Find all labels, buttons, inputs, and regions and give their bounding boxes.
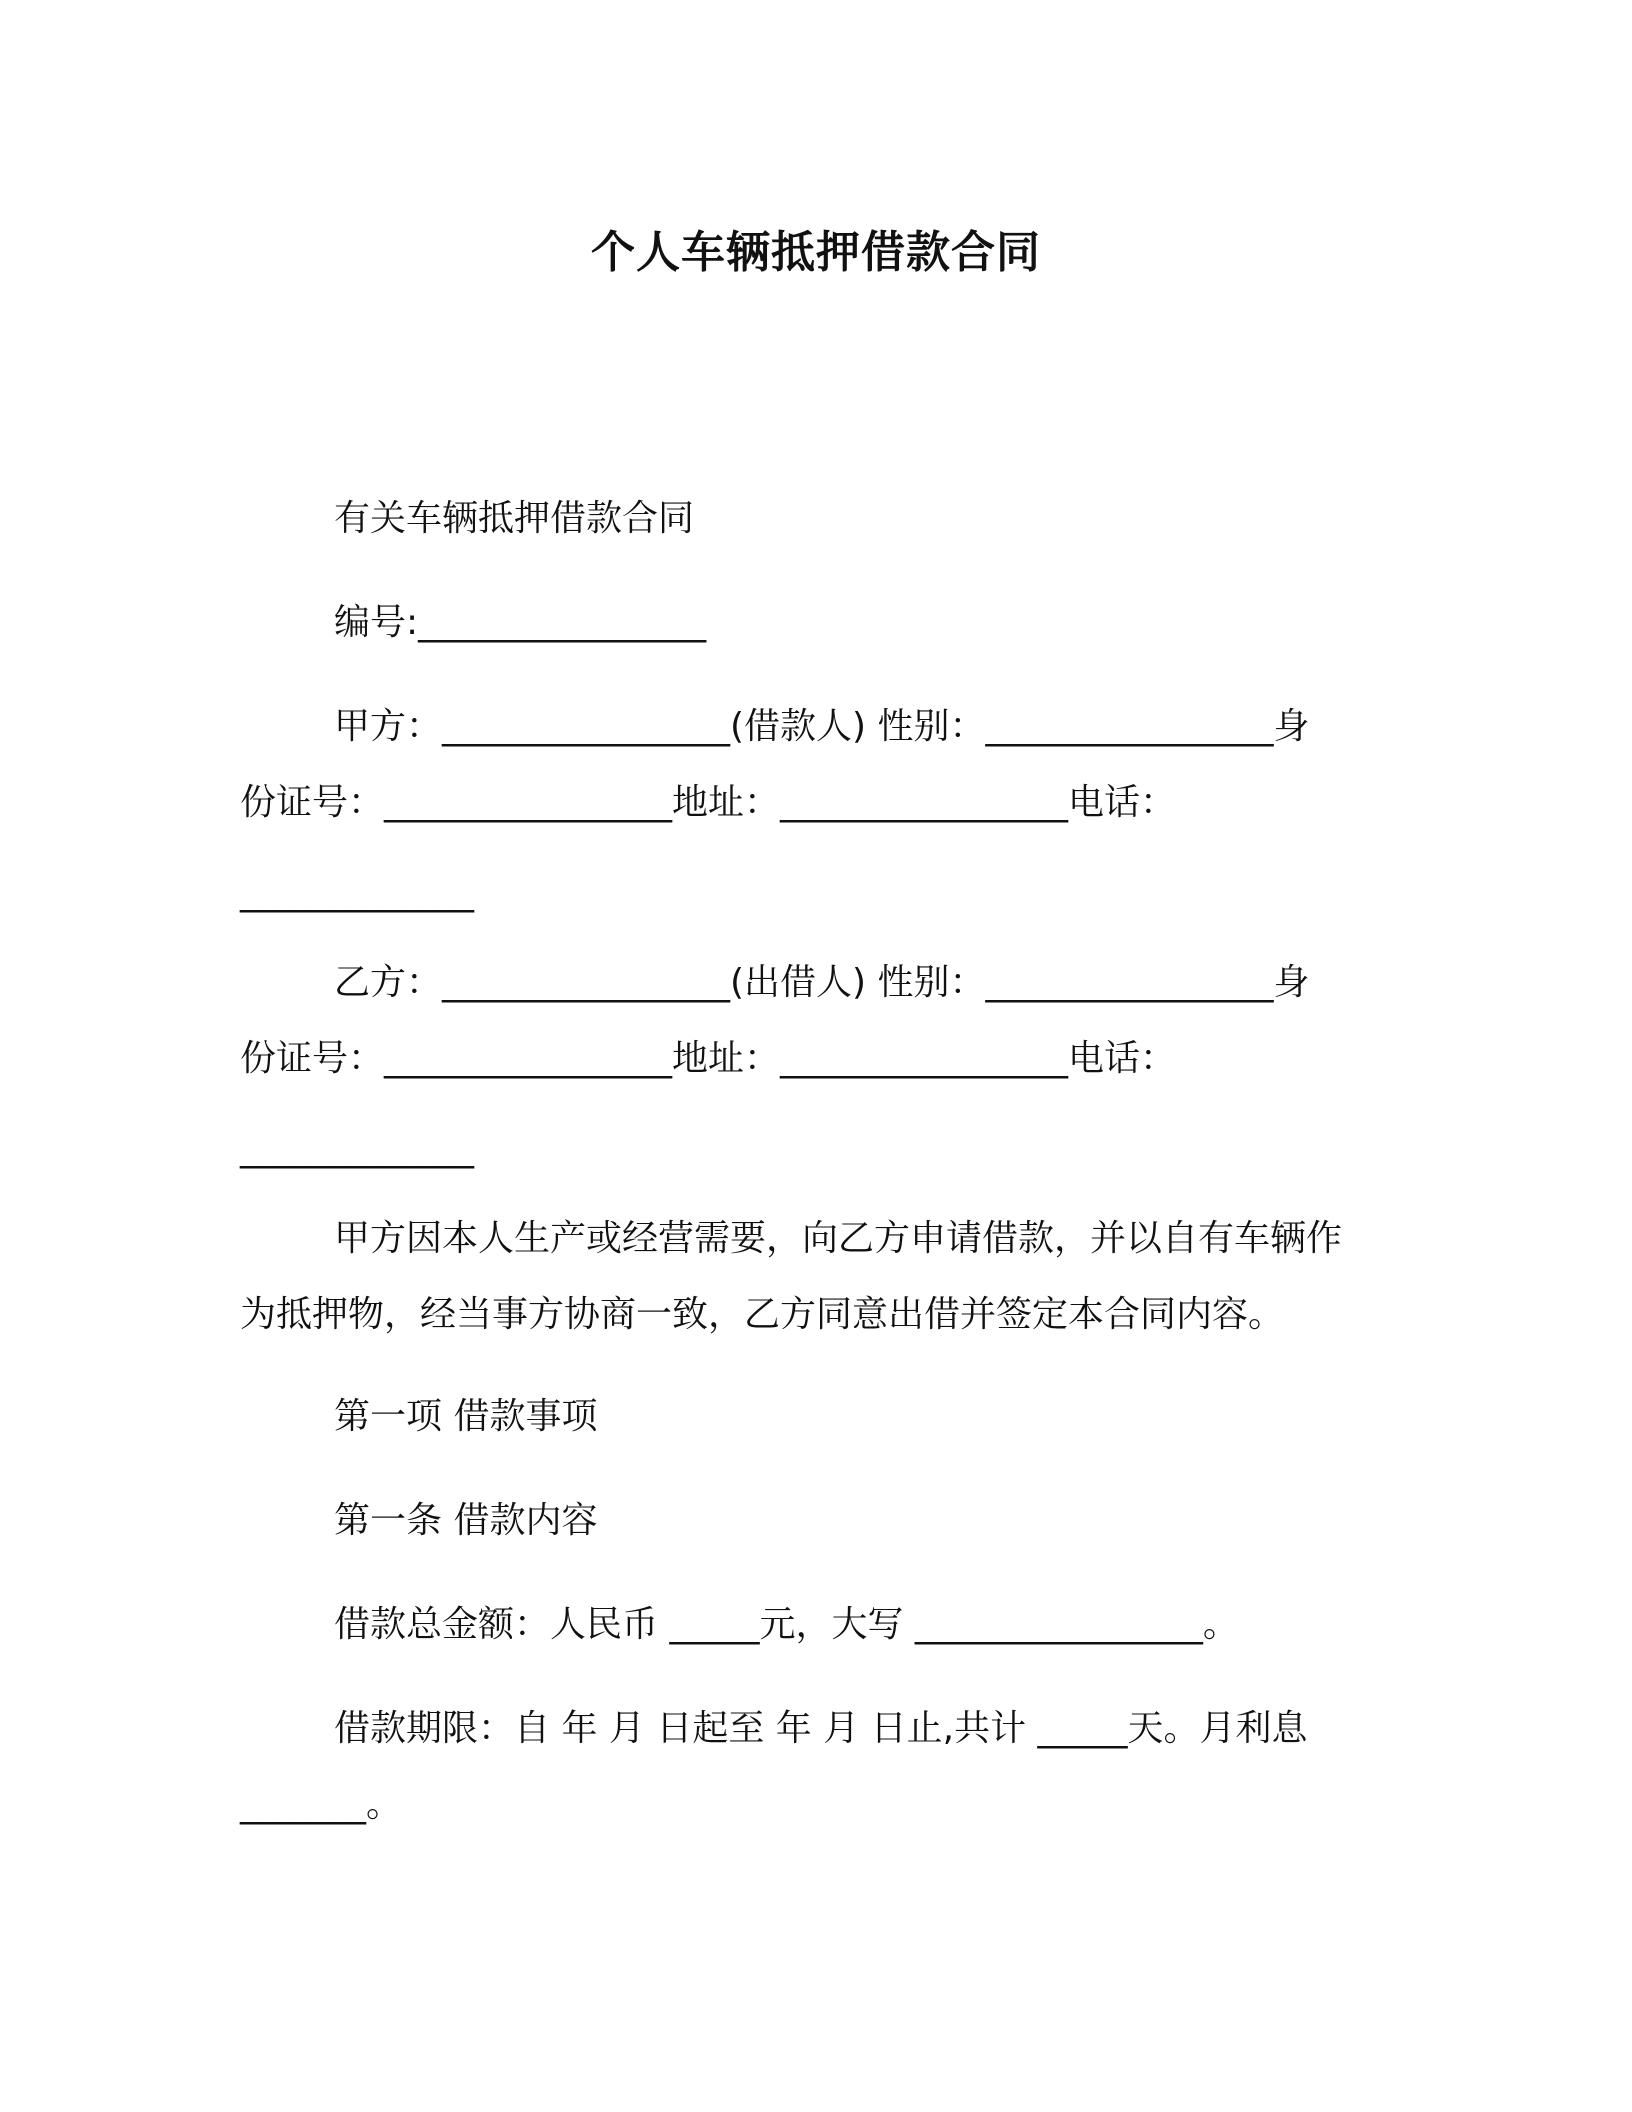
- section-heading: 第一项 借款事项: [334, 1396, 598, 1437]
- loan-amount-line: 借款总金额：人民币 _____元，大写 ________________。: [334, 1604, 1239, 1645]
- party-a-line-1: 甲方：________________(借款人) 性别：________________身: [334, 706, 1310, 747]
- article-heading: 第一条 借款内容: [334, 1500, 598, 1541]
- contract-number-line: 编号:________________: [334, 602, 707, 643]
- preamble-line-2: 为抵押物，经当事方协商一致，乙方同意出借并签定本合同内容。: [240, 1294, 1285, 1335]
- preamble-line-1: 甲方因本人生产或经营需要，向乙方申请借款，并以自有车辆作: [334, 1218, 1343, 1259]
- party-b-line-3: _____________: [240, 1128, 474, 1169]
- loan-term-line-2: _______。: [240, 1784, 403, 1825]
- contract-heading: 有关车辆抵押借款合同: [334, 498, 695, 539]
- document-title: 个人车辆抵押借款合同: [591, 227, 1041, 278]
- party-b-line-1: 乙方：________________(出借人) 性别：________________身: [334, 962, 1310, 1003]
- loan-term-line-1: 借款期限：自 年 月 日起至 年 月 日止,共计 _____天。月利息: [334, 1708, 1308, 1749]
- party-a-line-2: 份证号：________________地址：________________电话：: [240, 782, 1177, 823]
- party-b-line-2: 份证号：________________地址：________________电话：: [240, 1038, 1177, 1079]
- party-a-line-3: _____________: [240, 872, 474, 913]
